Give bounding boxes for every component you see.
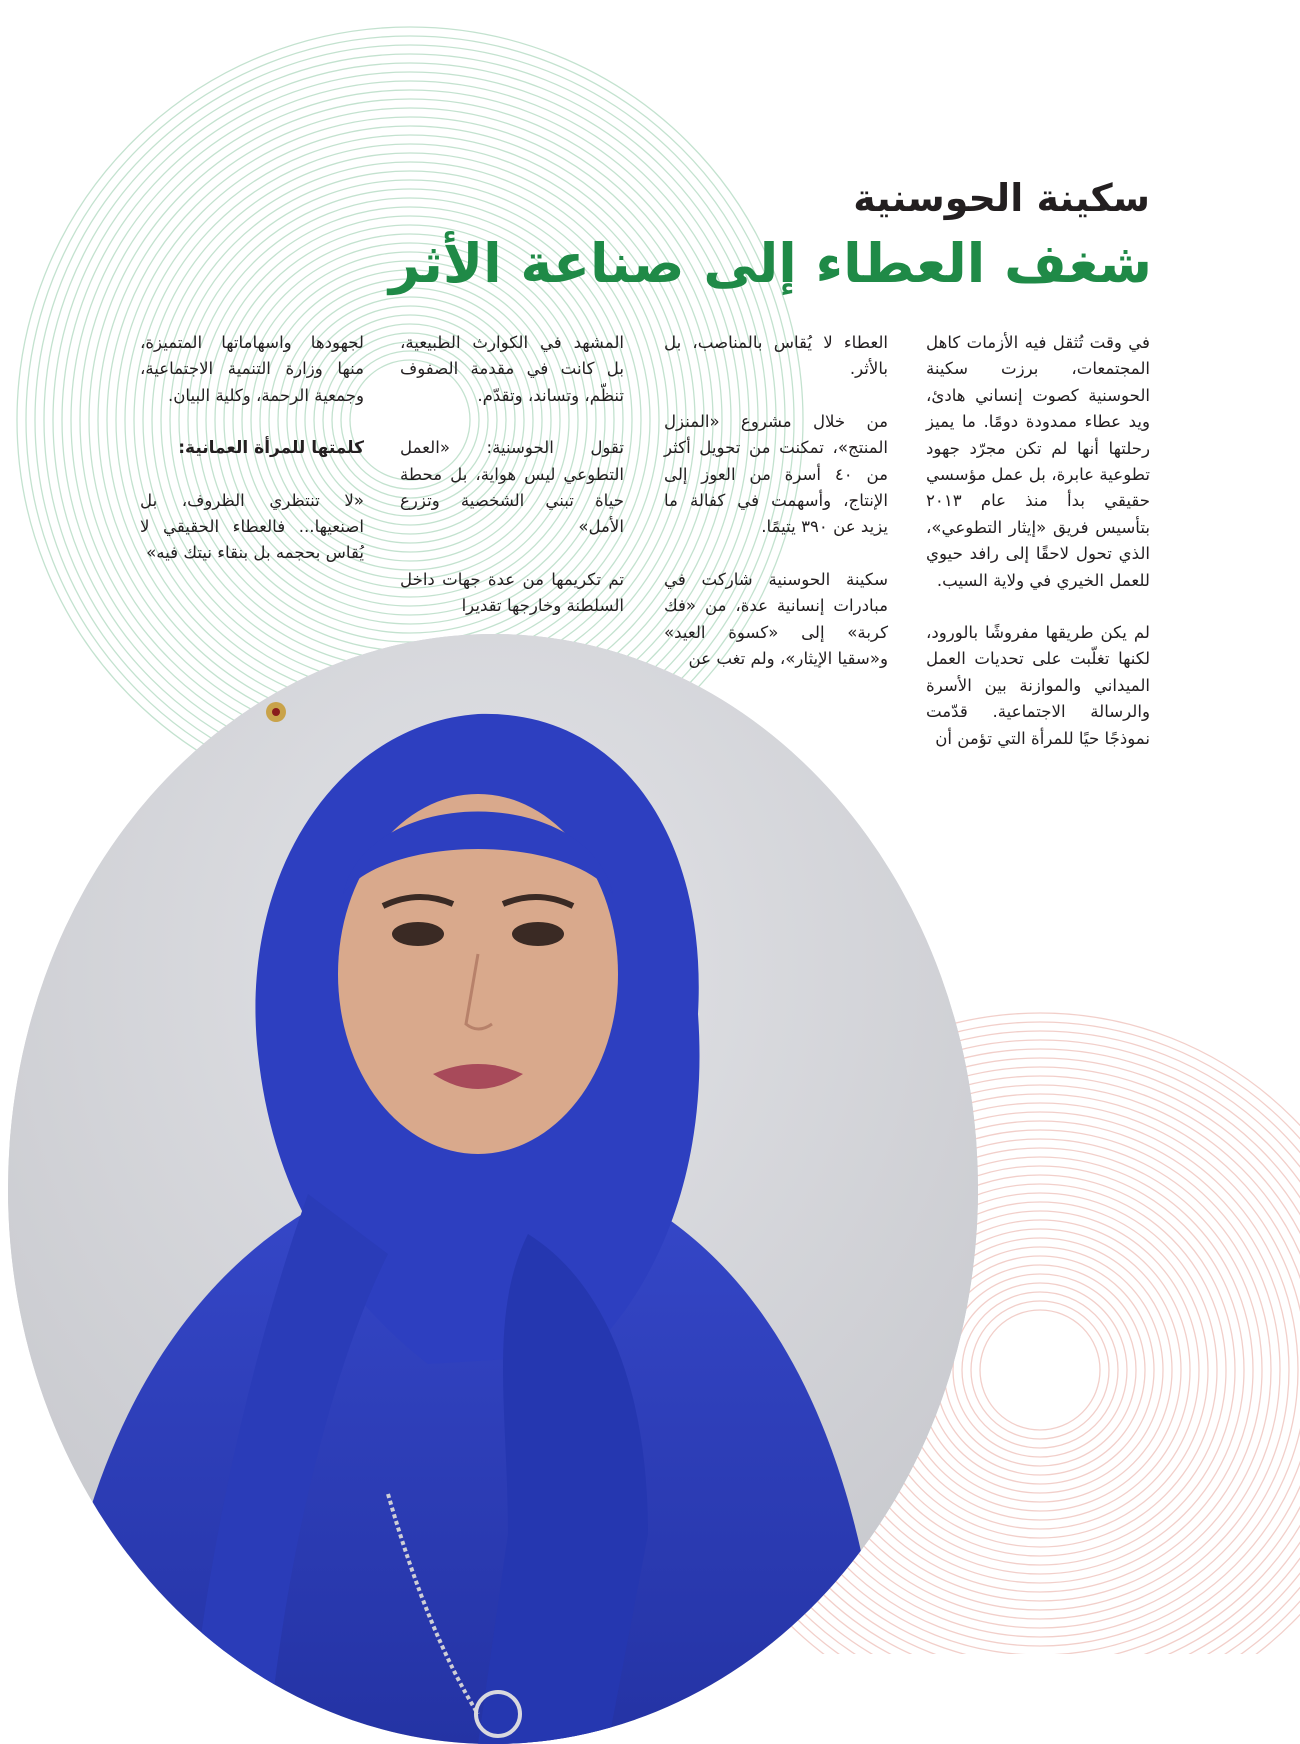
decorative-ring (953, 1283, 1127, 1457)
paragraph: تم تكريمها من عدة جهات داخل السلطنة وخارجها تقديرا (400, 569, 624, 616)
decorative-ring (962, 1292, 1118, 1448)
paragraph: تقول الحوسنية: «العمل التطوعي ليس هواية، بل محطة حياة تبني الشخصية وتزرع الأمل» (400, 438, 624, 537)
decorative-ring (971, 1301, 1109, 1439)
paragraph: سكينة الحوسنية شاركت في مبادرات إنسانية عدة، من «فك كربة» إلى «كسوة العيد» و«سقيا الإيثار»، ولم تغب عن (664, 569, 888, 669)
portrait-photo (8, 634, 978, 1744)
paragraph: في وقت تُثقل فيه الأزمات كاهل المجتمعات، برزت سكينة الحوسنية كصوت إنساني هادئ، ويد عطاء ممدودة دومًا. ما يميز رحلتها أنها لم تكن مجرّد جهود تطوعية عابرة، بل عمل مؤسسي حقيقي بدأ منذ عام ٢٠١٣ بتأسيس فريق «إيثار التطوعي»، الذي تحول لاحقًا إلى رافد حيوي للعمل الخيري في ولاية السيب. (926, 333, 1150, 590)
paragraph: لجهودها واسهاماتها المتميزة، منها وزارة التنمية الاجتماعية، وجمعية الرحمة، وكلية البيان. (140, 333, 364, 405)
paragraph: من خلال مشروع «المنزل المنتج»، تمكنت من تحويل أكثر من ٤٠ أسرة من العوز إلى الإنتاج، وأسهمت في كفالة ما يزيد عن ٣٩٠ يتيمًا. (664, 411, 888, 537)
quote-paragraph: «لا تنتظري الظروف، بل اصنعيها... فالعطاء الحقيقي لا يُقاس بحجمه بل بنقاء نيتك فيه» (140, 490, 364, 563)
text-column-4 (140, 330, 364, 593)
article-headline: شغف العطاء إلى صناعة الأثر (389, 232, 1152, 295)
text-column-3 (400, 330, 624, 646)
paragraph: لم يكن طريقها مفروشًا بالورود، لكنها تغلّبت على تحديات العمل الميداني والموازنة بين الأسرة والرسالة الاجتماعية. قدّمت نموذجًا حيًا للمرأة التي تؤمن أن (926, 623, 1150, 748)
quote-heading: كلمتها للمرأة العمانية: (178, 438, 364, 459)
profile-name: سكينة الحوسنية (853, 176, 1150, 220)
text-column-1 (926, 330, 1150, 778)
paragraph: العطاء لا يُقاس بالمناصب، بل بالأثر. (664, 333, 888, 379)
paragraph: المشهد في الكوارث الطبيعية، بل كانت في مقدمة الصفوف تنظّم، وتساند، وتقدّم. (400, 333, 624, 405)
text-column-2 (664, 330, 888, 698)
decorative-ring (944, 1274, 1136, 1466)
decorative-ring (980, 1310, 1100, 1430)
portrait-illustration (8, 634, 978, 1744)
